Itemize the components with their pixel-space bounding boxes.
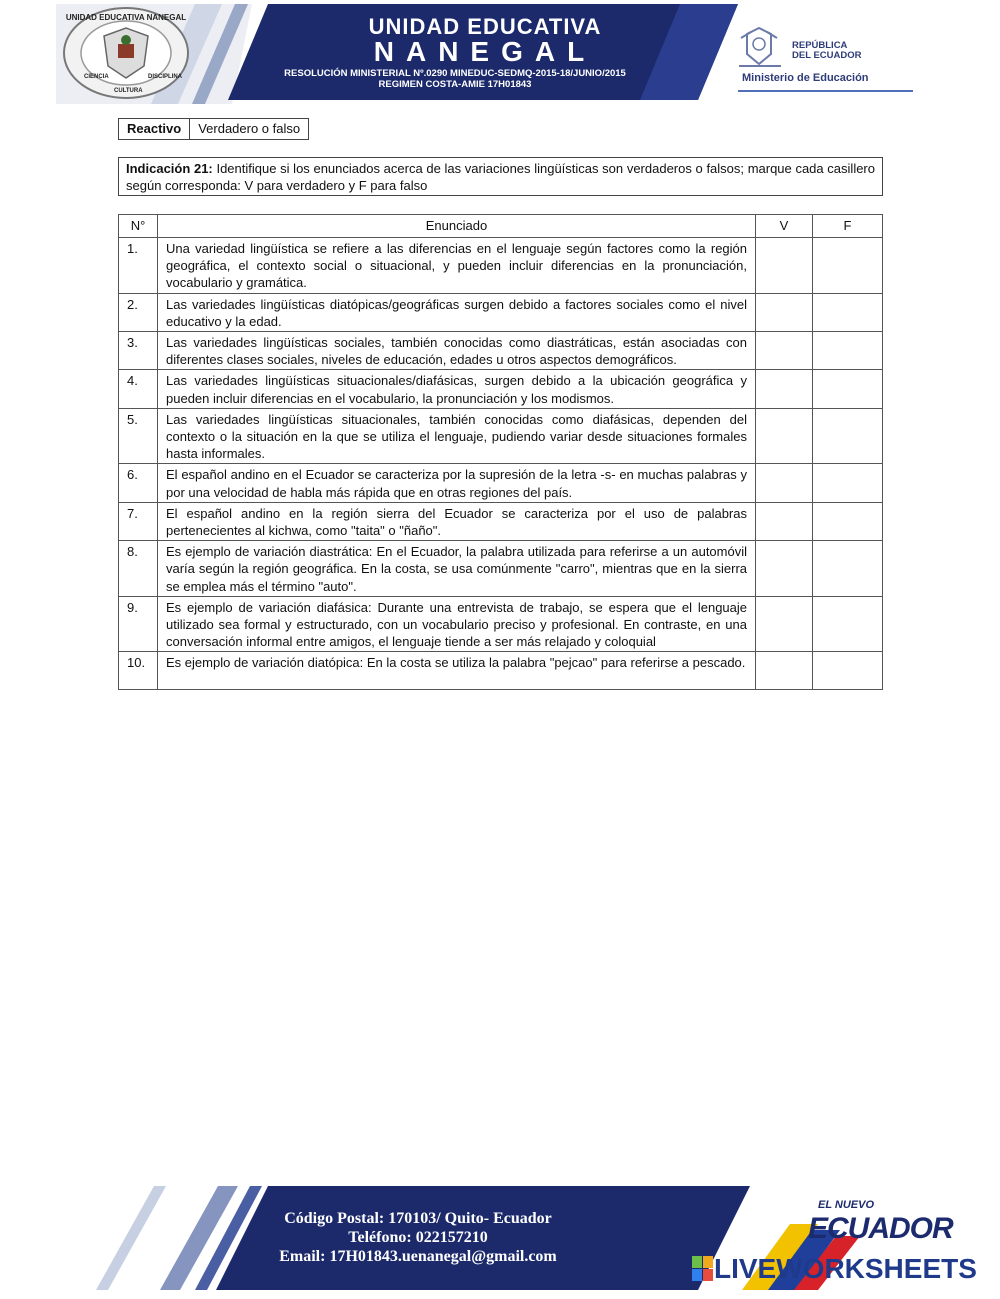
- table-header-row: [119, 215, 883, 238]
- row-statement: Las variedades lingüísticas situacionales, también conocidas como diafásicas, dependen del contexto o la situación en la que se utiliza el lenguaje, pudiendo variar desde situaciones formales hasta informales.: [158, 408, 756, 464]
- table-row: [119, 464, 883, 502]
- svg-text:UNIDAD EDUCATIVA NANEGAL: UNIDAD EDUCATIVA NANEGAL: [65, 13, 187, 22]
- false-answer-cell[interactable]: [813, 596, 883, 652]
- row-statement: Las variedades lingüísticas sociales, también conocidas como diastráticas, están asociadas con diferentes clases sociales, niveles de educación, edades u otros aspectos demográficos.: [158, 332, 756, 370]
- svg-text:CIENCIA: CIENCIA: [84, 74, 109, 80]
- reactivo-value: Verdadero o falso: [190, 119, 309, 140]
- republic-label-2: DEL ECUADOR: [792, 50, 862, 61]
- instruction-label: Indicación 21:: [126, 161, 213, 176]
- header-num: N°: [119, 215, 158, 238]
- reactivo-label: Reactivo: [119, 119, 190, 140]
- svg-text:CULTURA: CULTURA: [114, 88, 143, 94]
- slogan-ecuador: ECUADOR: [808, 1212, 953, 1245]
- false-answer-cell[interactable]: [813, 652, 883, 690]
- school-name-nanegal: NANEGAL: [373, 36, 597, 67]
- row-statement: Una variedad lingüística se refiere a las diferencias en el lenguaje según factores como la región geográfica, el contexto social o situacional, y pueden incluir diferencias en la pronunciación, vocabulario y gramática.: [158, 238, 756, 294]
- header-statement: Enunciado: [158, 215, 756, 238]
- table-row: [119, 408, 883, 464]
- true-answer-cell[interactable]: [756, 464, 813, 502]
- row-statement: Es ejemplo de variación diafásica: Durante una entrevista de trabajo, se espera que el lenguaje utilizado sea formal y estructurado, con un vocabulario preciso y profesional. En contraste, en una conversación informal entre amigos, el lenguaje tiende a ser más relajado y coloquial: [158, 596, 756, 652]
- row-number: 6.: [119, 464, 158, 502]
- true-answer-cell[interactable]: [756, 652, 813, 690]
- table-row: [119, 370, 883, 408]
- reactivo-box: [118, 118, 309, 140]
- true-answer-cell[interactable]: [756, 293, 813, 331]
- table-row: [119, 596, 883, 652]
- true-false-table: [118, 214, 883, 690]
- row-number: 4.: [119, 370, 158, 408]
- svg-text:DISCIPLINA: DISCIPLINA: [148, 74, 183, 80]
- true-answer-cell[interactable]: [756, 238, 813, 294]
- false-answer-cell[interactable]: [813, 464, 883, 502]
- ministry-divider: [738, 90, 913, 92]
- republic-label-1: REPÚBLICA: [792, 40, 848, 51]
- table-row: [119, 332, 883, 370]
- true-answer-cell[interactable]: [756, 370, 813, 408]
- header-true: V: [756, 215, 813, 238]
- true-answer-cell[interactable]: [756, 408, 813, 464]
- row-statement: Es ejemplo de variación diatópica: En la costa se utiliza la palabra "pejcao" para referirse a pescado.: [158, 652, 756, 690]
- row-number: 9.: [119, 596, 158, 652]
- false-answer-cell[interactable]: [813, 238, 883, 294]
- liveworksheets-watermark[interactable]: LIVEWORKSHEETS: [714, 1253, 977, 1284]
- row-number: 5.: [119, 408, 158, 464]
- row-number: 10.: [119, 652, 158, 690]
- true-answer-cell[interactable]: [756, 596, 813, 652]
- liveworksheets-logo-icon: [692, 1256, 714, 1282]
- false-answer-cell[interactable]: [813, 502, 883, 540]
- row-statement: El español andino en el Ecuador se caracteriza por la supresión de la letra -s- en muchas palabras y por una velocidad de habla más rápida que en otras regiones del país.: [158, 464, 756, 502]
- resolution-line-2: REGIMEN COSTA-AMIE 17H01843: [378, 79, 532, 90]
- table-row: [119, 541, 883, 597]
- true-answer-cell[interactable]: [756, 541, 813, 597]
- row-statement: El español andino en la región sierra del Ecuador se caracteriza por el uso de palabras pertenecientes al kichwa, como "taita" o "ñaño".: [158, 502, 756, 540]
- table-row: [119, 652, 883, 690]
- false-answer-cell[interactable]: [813, 332, 883, 370]
- row-number: 2.: [119, 293, 158, 331]
- row-number: 1.: [119, 238, 158, 294]
- row-number: 3.: [119, 332, 158, 370]
- row-statement: Las variedades lingüísticas situacionales/diafásicas, surgen debido a la ubicación geográfica y pueden incluir diferencias en el vocabulario, la pronunciación y los modismos.: [158, 370, 756, 408]
- resolution-text: [230, 68, 680, 90]
- footer-email[interactable]: Email: 17H01843.uenanegal@gmail.com: [279, 1248, 557, 1265]
- header-false: F: [813, 215, 883, 238]
- page-header: [0, 0, 1000, 105]
- false-answer-cell[interactable]: [813, 408, 883, 464]
- row-number: 7.: [119, 502, 158, 540]
- true-answer-cell[interactable]: [756, 332, 813, 370]
- instruction-text: Identifique si los enunciados acerca de las variaciones lingüísticas son verdaderos o falsos; marque cada casillero según corresponda: V para verdadero y F para falso: [126, 161, 875, 193]
- footer-postal: Código Postal: 170103/ Quito- Ecuador: [284, 1210, 552, 1227]
- school-name: UNIDAD EDUCATIVA: [368, 14, 602, 39]
- resolution-line-1: RESOLUCIÓN MINISTERIAL Nº.0290 MINEDUC-SEDMQ-2015-18/JUNIO/2015: [284, 68, 626, 79]
- instruction-box: [118, 157, 883, 196]
- school-seal-logo: [62, 6, 190, 100]
- true-answer-cell[interactable]: [756, 502, 813, 540]
- false-answer-cell[interactable]: [813, 293, 883, 331]
- false-answer-cell[interactable]: [813, 370, 883, 408]
- table-row: [119, 238, 883, 294]
- false-answer-cell[interactable]: [813, 541, 883, 597]
- ministry-label: Ministerio de Educación: [742, 72, 869, 84]
- row-number: 8.: [119, 541, 158, 597]
- footer-phone: Teléfono: 022157210: [348, 1229, 488, 1246]
- row-statement: Las variedades lingüísticas diatópicas/geográficas surgen debido a factores sociales como el nivel educativo y la edad.: [158, 293, 756, 331]
- row-statement: Es ejemplo de variación diastrática: En el Ecuador, la palabra utilizada para referirse a un automóvil varía según la región geográfica. En la costa, se usa comúnmente "carro", mientras que en la sierra se emplea más el término "auto".: [158, 541, 756, 597]
- slogan-small: EL NUEVO: [818, 1199, 875, 1211]
- table-row: [119, 502, 883, 540]
- table-row: [119, 293, 883, 331]
